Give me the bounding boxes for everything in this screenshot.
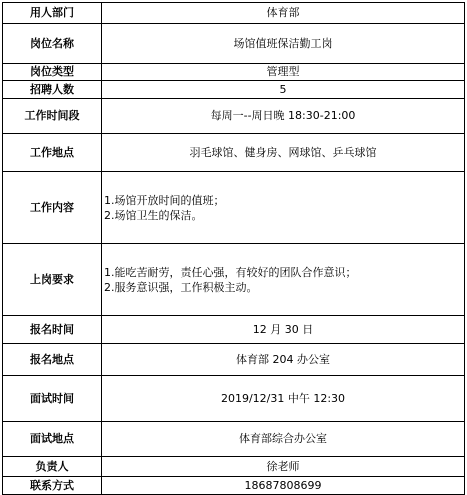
position-name-value: 场馆值班保洁勤工岗: [102, 24, 465, 64]
interview-time-label: 面试时间: [3, 376, 102, 422]
table-row-work-content: [3, 172, 465, 244]
job-posting-table: [2, 2, 465, 495]
headcount-value: 5: [102, 81, 465, 99]
requirements-list: [102, 244, 465, 316]
work-content-label: 工作内容: [3, 172, 102, 244]
table-row-registration-time: [3, 316, 465, 344]
interview-place-value: 体育部综合办公室: [102, 422, 465, 457]
registration-place-label: 报名地点: [3, 344, 102, 376]
list-item: 1.场馆开放时间的值班；: [104, 193, 225, 207]
contact-info-label: 联系方式: [3, 477, 102, 495]
list-item: 1.能吃苦耐劳，责任心强，有较好的团队合作意识；: [104, 265, 357, 279]
work-location-label: 工作地点: [3, 134, 102, 172]
registration-place-value: 体育部 204 办公室: [102, 344, 465, 376]
table-row-position-name: [3, 24, 465, 64]
table-row-department: [3, 3, 465, 24]
list-item: 2.服务意识强，工作积极主动。: [104, 280, 258, 294]
position-type-value: 管理型: [102, 64, 465, 81]
interview-place-label: 面试地点: [3, 422, 102, 457]
work-hours-label: 工作时间段: [3, 99, 102, 134]
table-row-interview-place: [3, 422, 465, 457]
table-row-position-type: [3, 64, 465, 81]
work-location-value: 羽毛球馆、健身房、网球馆、乒乓球馆: [102, 134, 465, 172]
contact-info-value: 18687808699: [102, 477, 465, 495]
work-content-list: [102, 172, 465, 244]
registration-time-label: 报名时间: [3, 316, 102, 344]
table-row-registration-place: [3, 344, 465, 376]
position-name-label: 岗位名称: [3, 24, 102, 64]
department-label: 用人部门: [3, 3, 102, 24]
work-hours-value: 每周一--周日晚 18:30-21:00: [102, 99, 465, 134]
interview-time-value: 2019/12/31 中午 12:30: [102, 376, 465, 422]
table-row-contact-person: [3, 457, 465, 477]
contact-person-label: 负责人: [3, 457, 102, 477]
table-row-interview-time: [3, 376, 465, 422]
contact-person-value: 徐老师: [102, 457, 465, 477]
table-row-requirements: [3, 244, 465, 316]
department-value: 体育部: [102, 3, 465, 24]
table-row-headcount: [3, 81, 465, 99]
registration-time-value: 12 月 30 日: [102, 316, 465, 344]
headcount-label: 招聘人数: [3, 81, 102, 99]
requirements-label: 上岗要求: [3, 244, 102, 316]
table-row-work-location: [3, 134, 465, 172]
list-item: 2.场馆卫生的保洁。: [104, 208, 203, 222]
table-row-work-hours: [3, 99, 465, 134]
position-type-label: 岗位类型: [3, 64, 102, 81]
